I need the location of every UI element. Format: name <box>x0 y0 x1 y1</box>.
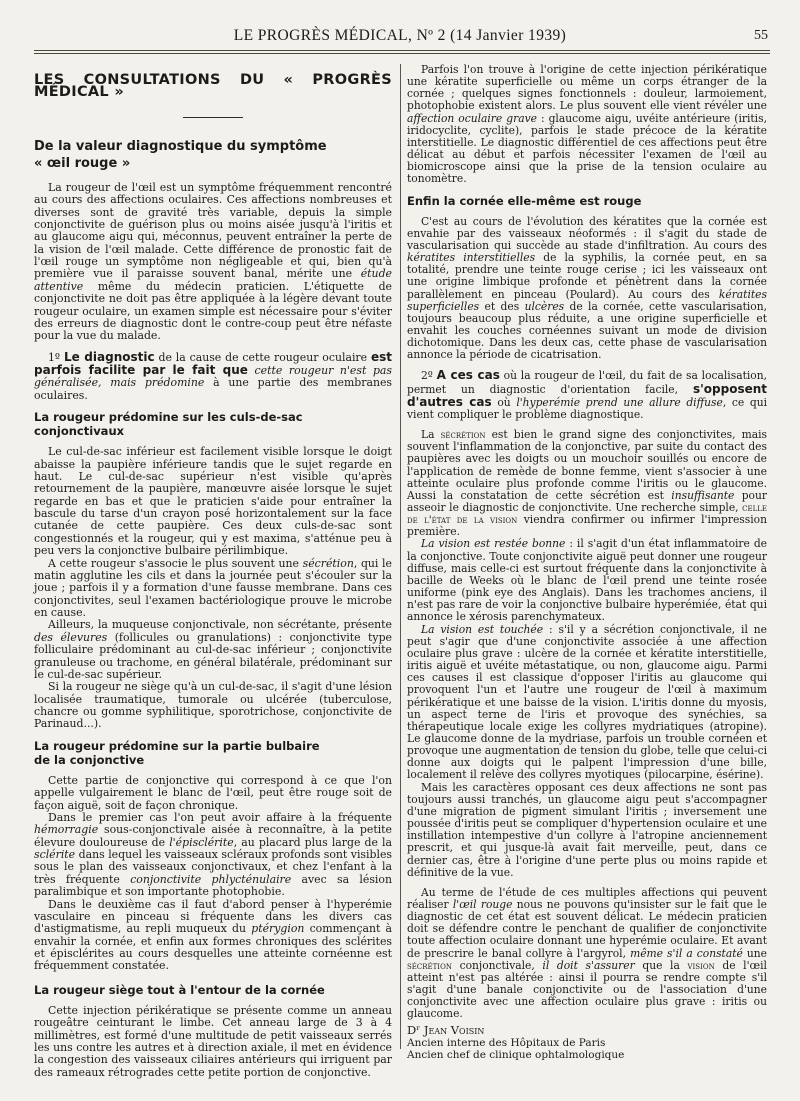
paragraph-keratite: Parfois l'on trouve à l'origine de cette injection périkératique une kératite superficielle ou même un corps étranger de la cornée ; quelques signes fonctionnels : douleur, larmoiement, photophobie existent alors. Le plus souvent elle vient révéler une affection oculaire grave : glaucome aigu, uvéite antérieure (iritis, iridocyclite, cyclite), parfois le stade précoce de la kératite interstitielle. Le diagnostic différentiel de ces affections peut être délicat au début et parfois nécessiter l'examen de l'œil au biomicroscope ainsi que la prise de la tension oculaire au tonomètre. <box>407 63 767 186</box>
section-heading-bulbaire-1: La rougeur prédomine sur la partie bulbaire <box>34 738 320 753</box>
header-rule-2 <box>34 53 770 54</box>
paragraph-caracteres: Mais les caractères opposant ces deux affections ne sont pas toujours aussi tranchés, un glaucome aigu peut s'accompagner d'une migration de pigment simulant l'iritis ; inversement une poussée d'iritis peut se compliquer d'hypertension oculaire et une instillation intempestive d'un collyre à l'atropine anciennement prescrit, et qui jusque-là avait fait merveille, peut, dans ce dernier cas, être à l'origine d'une perte plus ou moins rapide et définitive de la vue. <box>407 780 767 879</box>
paragraph-blanc-oeil: Cette partie de conjonctive qui correspond à ce que l'on appelle vulgairement le blanc de l'œil, peut être rouge soit de façon aiguë, soit de façon chronique. <box>34 773 392 812</box>
section-heading-entour-cornee: La rougeur siège tout à l'entour de la cornée <box>34 982 325 997</box>
page-number: 55 <box>754 28 768 43</box>
article-title-line-1: De la valeur diagnostique du symptôme <box>34 138 327 154</box>
paragraph-cul-de-sac: Le cul-de-sac inférieur est facilement visible lorsque le doigt abaisse la paupière inférieure tandis que le sujet regarde en haut. Le cul-de-sac supérieur n'est visible qu'après retournement de la paupière, manœuvre aisée lorsque le sujet regarde en bas et que le praticien s'aide pour entraîner la bascule du tarse d'un crayon posé horizontalement sur la face cutanée de cette paupière. Ces deux culs-de-sac sont congestionnés et la rougeur, qui y est maxima, s'atténue peu à peu vers la conjonctive bulbaire périlimbique. <box>34 445 392 558</box>
paragraph-injection: Cette injection périkératique se présente comme un anneau rougeâtre ceinturant le limbe. Cet anneau large de 3 à 4 millimètres, est formé d'une multitude de petit vaisseaux serrés les uns contre les autres et à direction axiale, il met en évidence la congestion des vaisseaux ciliaires antérieurs qui irriguent par des rameaux rétrogrades cette petite portion de conjonctive. <box>34 1003 392 1079</box>
diagnostic-paragraph-2: 2º A ces cas où la rougeur de l'œil, du fait de sa localisation, permet un diagnostic d'orientation facile, s'opposent d'autres cas où l'hyperémie prend une allure diffuse, ce qui vient compliquer le problème diagnostique. <box>407 368 768 421</box>
paragraph-vision-touchee: La vision est touchée : s'il y a sécrétion conjonctivale, il ne peut s'agir que d'une conjonctivite associée à une affection oculaire plus grave : ulcère de la cornée et kératite interstitielle, iritis aiguë et uvéite métastatique, ou non, glaucome aigu. Parmi ces causes il est classique d'opposer l'iritis au glaucome qui provoquent l'un et l'autre une rougeur de l'œil à maximum périkératique et une baisse de la vision. L'iritis donne du myosis, un aspect terne de l'iris et provoque des synéchies, sa thérapeutique locale exige les collyres mydriatiques (atropine). Le glaucome donne de la mydriase, parfois un trouble cornéen et provoque une augmentation de tension du globe, telle que celui-ci donne aux doigts qui le palpent l'impression d'une bille, localement il relève des collyres myotiques (pilocarpine, ésérine). <box>407 622 768 782</box>
paragraph-conclusion: Au terme de l'étude de ces multiples affections qui peuvent réaliser l'œil rouge nous ne pouvons qu'insister sur le fait que le diagnostic de cet état est souvent délicat. Le médecin praticien doit se défendre contre le penchant de qualifier de conjonctivite toute affection oculaire donnant une hyperémie oculaire. Et avant de prescrire le banal collyre à l'argyrol, même s'il a constaté une sécrétion conjonctivale, il doit s'assurer que la vision de l'œil atteint n'est pas altérée : ainsi il pourra se rendre compte s'il s'agit d'une banale conjonctivite ou de l'association d'une conjonctivite avec une affection oculaire plus grave : iritis ou glaucome. <box>407 885 767 1021</box>
column-divider <box>400 64 401 1049</box>
right-column <box>407 64 767 1061</box>
left-column <box>34 64 392 1079</box>
paragraph-secretion: A cette rougeur s'associe le plus souvent une sécrétion, qui le matin agglutine les cils et dans la journée peut s'écouler sur la joue ; parfois il y a formation d'une fausse membrane. Dans ces conjonctivites, seul l'examen bactériologique prouve le microbe en cause. <box>34 556 392 619</box>
section-heading-bulbaire-2: de la conjonctive <box>34 752 145 767</box>
paragraph-lesion: Si la rougeur ne siège qu'à un cul-de-sac, il s'agit d'une lésion localisée traumatique, tumorale ou ulcérée (tuberculose, chancre ou gomme syphilitique, sporotrichose, conjonctivite de Parinaud...). <box>34 680 392 731</box>
author-affiliation-2: Ancien chef de clinique ophtalmologique <box>407 1048 625 1061</box>
paragraph-vision-bonne: La vision est restée bonne : il s'agit d'un état inflammatoire de la conjonctive. Toute conjonctivite aiguë peut donner une rougeur diffuse, mais celle-ci est surtout fréquente dans la conjonctivite à bacille de Weeks où le blanc de l'œil prend une teinte rosée uniforme (pink eye des Anglais). Dans les trachomes anciens, il n'est pas rare de voir la conjonctive bulbaire hyperémiée, état qui annonce le xérosis parenchymateux. <box>407 537 767 624</box>
series-title: LES CONSULTATIONS DU « PROGRÈS MÉDICAL » <box>34 72 392 101</box>
header-rule <box>34 50 770 51</box>
paragraph-deuxieme-cas: Dans le deuxième cas il faut d'abord penser à l'hyperémie vasculaire en pinceau si fréquente dans les divers cas d'astigmatisme, au repli muqueux du ptérygion commençant à envahir la cornée, et enfin aux formes chroniques des sclérites et épisclérites au cours desquelles une atteinte cornéenne est fréquemment constatée. <box>34 897 392 973</box>
paragraph-elevures: Ailleurs, la muqueuse conjonctivale, non sécrétante, présente des élevures (follicules ou granulations) : conjonctivite type folliculaire prédominant au cul-de-sac inférieur ; conjonctivite granuleuse ou trachome, en général bilatérale, prédominant sur le cul-de-sac supérieur. <box>34 618 392 681</box>
intro-paragraph: La rougeur de l'œil est un symptôme fréquemment rencontré au cours des affections oculaires. Ces affections nombreuses et diverses sont de gravité très variable, depuis la simple conjonctivite de guérison plus ou moins aisée jusqu'à l'iritis et au glaucome aigu qui, méconnus, peuvent entraîner la perte de la vision de l'œil malade. Cette différence de pronostic fait de l'œil rouge un symptôme non négligeable et qui, bien qu'à première vue il paraisse souvent banal, mérite une étude attentive même du médecin praticien. L'étiquette de conjonctivite ne doit pas être appliquée à la légère devant toute rougeur oculaire, un examen simple est nécessaire pour s'éviter des erreurs de diagnostic dont le contre-coup peut être néfaste pour la vue du malade. <box>34 180 392 343</box>
author-name: Dʳ Jean Voisin <box>407 1022 485 1037</box>
diagnostic-paragraph-1: 1º Le diagnostic de la cause de cette rougeur oculaire est parfois facilite par le fait que cette rougeur n'est pas généralisée, mais prédomine à une partie des membranes oculaires. <box>34 349 392 402</box>
paragraph-secretion-signe: La sécrétion est bien le grand signe des conjonctivites, mais souvent l'inflammation de la conjonctive, par suite du contact des paupières avec les doigts ou un mouchoir souillés ou encore de l'application de remède de bonne femme, vient s'associer à une atteinte oculaire plus profonde comme l'iritis ou le glaucome. Aussi la constatation de cette sécrétion est insuffisante pour asseoir le diagnostic de conjonctivite. Une recherche simple, celle de l'état de la vision viendra confirmer ou infirmer l'impression première. <box>407 428 768 539</box>
paragraph-premier-cas: Dans le premier cas l'on peut avoir affaire à la fréquente hémorragie sous-conjonctivale aisée à reconnaître, à la petite élevure douloureuse de l'épisclérite, au placard plus large de la sclérite dans lequel les vaisseaux scléraux profonds sont visibles sous le plan des vaisseaux conjonctivaux, et chez l'enfant à la très fréquente conjonctivite phlycténulaire avec sa lésion paralimbique et son importante photophobie. <box>34 810 392 899</box>
author-affiliation-1: Ancien interne des Hôpitaux de Paris <box>407 1036 606 1049</box>
paragraph-vascularisation: C'est au cours de l'évolution des kératites que la cornée est envahie par des vaisseaux néoformés : il s'agit du stade de vascularisation qui succède au stade d'infiltration. Au cours des kératites interstitielles de la syphilis, la cornée peut, en sa totalité, prendre une teinte rouge cerise ; ici les vaisseaux ont une origine limbique profonde et pénètrent dans la cornée parallèlement en pinceau (Poulard). Au cours des kératites superficielles et des ulcères de la cornée, cette vascularisation, toujours beaucoup plus réduite, a une origine superficielle et envahit les couches cornéennes suivant un mode de division dichotomique. Dans les deux cas, cette phase de vascularisation annonce la période de cicatrisation. <box>407 214 768 362</box>
section-heading-culs-de-sac-1: La rougeur prédomine sur les culs-de-sac <box>34 410 303 425</box>
section-heading-cornee-rouge: Enfin la cornée elle-même est rouge <box>407 193 642 208</box>
running-header <box>0 27 800 49</box>
section-heading-culs-de-sac-2: conjonctivaux <box>34 424 125 439</box>
running-title: LE PROGRÈS MÉDICAL, Nº 2 (14 Janvier 1939) <box>233 27 567 44</box>
article-title-line-2: « œil rouge » <box>34 155 131 171</box>
